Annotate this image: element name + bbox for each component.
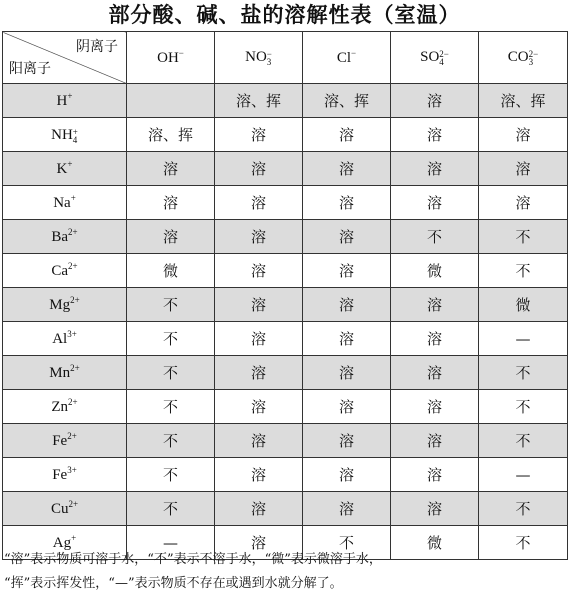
- solubility-cell: 不: [479, 220, 568, 254]
- solubility-cell: 溶、挥: [215, 84, 303, 118]
- solubility-cell: 不: [479, 492, 568, 526]
- cation-label: $Cu^{2+}$: [3, 492, 127, 526]
- solubility-cell: 不: [479, 254, 568, 288]
- solubility-cell: 溶、挥: [303, 84, 391, 118]
- footnote-line-2: “挥”表示挥发性，“—”表示物质不存在或遇到水就分解了。: [4, 576, 343, 591]
- table-row: [3, 356, 568, 390]
- solubility-cell: 溶: [215, 186, 303, 220]
- solubility-cell: 溶: [303, 118, 391, 152]
- solubility-cell: 溶: [215, 492, 303, 526]
- solubility-cell: 溶: [391, 84, 479, 118]
- solubility-cell: 溶: [391, 322, 479, 356]
- anion-header: NO − 3: [215, 32, 303, 84]
- solubility-cell: 溶: [479, 186, 568, 220]
- solubility-cell: 溶: [479, 152, 568, 186]
- cation-label: K+: [3, 152, 127, 186]
- table-row: [3, 220, 568, 254]
- anion-header: Cl−: [303, 32, 391, 84]
- solubility-cell: 溶: [303, 288, 391, 322]
- cation-label: $Ca^{2+}$: [3, 254, 127, 288]
- solubility-cell: 溶: [215, 254, 303, 288]
- solubility-cell: 微: [479, 288, 568, 322]
- solubility-cell: 溶: [303, 186, 391, 220]
- solubility-cell: 溶: [391, 186, 479, 220]
- solubility-cell: 不: [479, 390, 568, 424]
- solubility-cell: 溶: [303, 152, 391, 186]
- table-row: [3, 84, 568, 118]
- solubility-cell: 溶: [215, 458, 303, 492]
- solubility-cell: 溶: [127, 152, 215, 186]
- solubility-cell: 溶: [215, 390, 303, 424]
- solubility-cell: 溶: [391, 118, 479, 152]
- solubility-cell: 溶: [391, 424, 479, 458]
- solubility-cell: 不: [127, 288, 215, 322]
- table-row: [3, 186, 568, 220]
- solubility-cell: 不: [479, 424, 568, 458]
- solubility-cell: 溶: [303, 492, 391, 526]
- solubility-cell: 溶: [215, 424, 303, 458]
- table-row: [3, 390, 568, 424]
- solubility-cell: 溶: [127, 186, 215, 220]
- solubility-cell: 溶: [215, 356, 303, 390]
- solubility-cell: 溶: [303, 390, 391, 424]
- solubility-cell: 溶: [391, 458, 479, 492]
- solubility-cell: 微: [391, 526, 479, 560]
- cation-label: NH + 4: [3, 118, 127, 152]
- footnote-line-1: “溶”表示物质可溶于水，“不”表示不溶于水，“微”表示微溶于水，: [4, 552, 382, 567]
- solubility-cell: 溶: [215, 288, 303, 322]
- anion-header: OH−: [127, 32, 215, 84]
- solubility-cell: —: [479, 458, 568, 492]
- solubility-cell: 溶: [479, 118, 568, 152]
- solubility-cell: 溶: [391, 356, 479, 390]
- anion-header: SO 2− 4: [391, 32, 479, 84]
- anion-header-label: 阴离子: [76, 39, 118, 55]
- cation-label: $Ba^{2+}$: [3, 220, 127, 254]
- solubility-cell: 不: [127, 492, 215, 526]
- solubility-cell: 不: [127, 390, 215, 424]
- solubility-cell: 溶: [215, 526, 303, 560]
- solubility-cell: 微: [391, 254, 479, 288]
- solubility-cell: 溶: [391, 152, 479, 186]
- cation-label: $Fe^{2+}$: [3, 424, 127, 458]
- solubility-cell: 不: [127, 424, 215, 458]
- solubility-cell: 微: [127, 254, 215, 288]
- table-row: [3, 254, 568, 288]
- solubility-cell: 溶: [391, 390, 479, 424]
- table-row: [3, 424, 568, 458]
- solubility-cell: 溶: [215, 152, 303, 186]
- cation-label: $Mg^{2+}$: [3, 288, 127, 322]
- page-title: 部分酸、碱、盐的溶解性表（室温）: [108, 2, 461, 27]
- solubility-cell: —: [127, 526, 215, 560]
- cation-label: H+: [3, 84, 127, 118]
- solubility-cell: 不: [479, 356, 568, 390]
- table-row: [3, 288, 568, 322]
- solubility-cell: 不: [127, 322, 215, 356]
- cation-label: $Mn^{2+}$: [3, 356, 127, 390]
- solubility-cell: 溶: [215, 220, 303, 254]
- solubility-cell: 不: [127, 458, 215, 492]
- anion-header: CO 2− 3: [479, 32, 568, 84]
- table-row: [3, 118, 568, 152]
- solubility-cell: 溶: [303, 424, 391, 458]
- cation-header-label: 阳离子: [9, 61, 51, 77]
- solubility-cell: 不: [479, 526, 568, 560]
- solubility-cell: 不: [391, 220, 479, 254]
- solubility-cell: 溶: [303, 458, 391, 492]
- solubility-cell: 溶: [215, 322, 303, 356]
- header-row: [3, 32, 568, 84]
- solubility-cell: [127, 84, 215, 118]
- solubility-cell: 不: [303, 526, 391, 560]
- cation-label: Na+: [3, 186, 127, 220]
- solubility-cell: —: [479, 322, 568, 356]
- corner-header: [3, 32, 127, 84]
- table-body: [3, 84, 568, 560]
- table-row: [3, 492, 568, 526]
- solubility-cell: 溶: [391, 288, 479, 322]
- solubility-cell: 溶: [127, 220, 215, 254]
- solubility-cell: 溶: [215, 118, 303, 152]
- solubility-cell: 溶: [303, 356, 391, 390]
- cation-label: $Zn^{2+}$: [3, 390, 127, 424]
- solubility-table: [2, 31, 568, 560]
- cation-label: Ag+: [3, 526, 127, 560]
- cation-label: $Al^{3+}$: [3, 322, 127, 356]
- solubility-cell: 溶、挥: [479, 84, 568, 118]
- solubility-cell: 溶: [391, 492, 479, 526]
- solubility-cell: 溶: [303, 322, 391, 356]
- solubility-cell: 溶: [303, 254, 391, 288]
- table-row: [3, 322, 568, 356]
- solubility-cell: 不: [127, 356, 215, 390]
- table-row: [3, 152, 568, 186]
- table-row: [3, 458, 568, 492]
- cation-label: $Fe^{3+}$: [3, 458, 127, 492]
- footnote: [4, 548, 566, 596]
- solubility-cell: 溶: [303, 220, 391, 254]
- solubility-cell: 溶、挥: [127, 118, 215, 152]
